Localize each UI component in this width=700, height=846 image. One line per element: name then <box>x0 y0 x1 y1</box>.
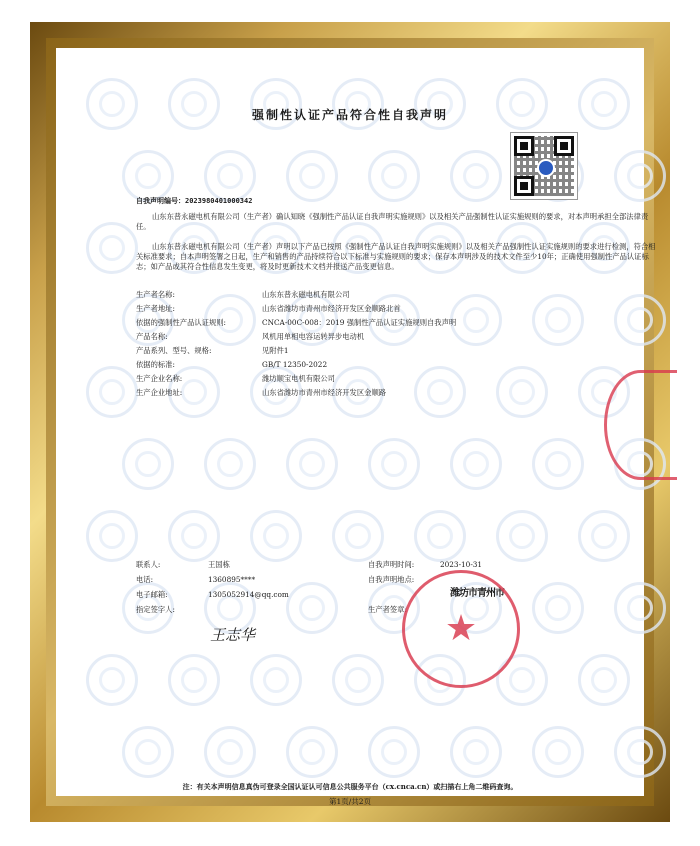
watermark-icon <box>614 150 666 202</box>
field-value: 见附件1 <box>262 346 289 355</box>
watermark-icon <box>168 654 220 706</box>
certificate-paper <box>56 48 656 806</box>
watermark-icon <box>204 438 256 490</box>
watermark-icon <box>496 510 548 562</box>
field-row <box>136 332 656 344</box>
watermark-icon <box>86 222 138 274</box>
watermark-icon <box>368 438 420 490</box>
watermark-icon <box>168 510 220 562</box>
watermark-icon <box>532 726 584 778</box>
field-row <box>136 374 656 386</box>
field-value: 山东省潍坊市青州市经济开发区金顺路北首 <box>262 304 401 313</box>
field-label: 产品名称: <box>136 332 168 341</box>
qr-finder-icon <box>554 136 574 156</box>
phone-value: 1360895**** <box>208 575 256 584</box>
watermark-icon <box>122 150 174 202</box>
field-label: 生产企业地址: <box>136 388 183 397</box>
footer-note: 注：有关本声明信息真伪可登录全国认证认可信息公共服务平台（cx.cnca.cn）或扫描右上角二维码查询。 <box>182 782 518 791</box>
contact-value: 王国栋 <box>208 560 230 569</box>
watermark-icon <box>286 150 338 202</box>
company-seal <box>402 570 520 688</box>
qr-finder-icon <box>514 136 534 156</box>
serial-label: 自我声明编号： <box>136 197 185 205</box>
field-label: 产品系列、型号、规格: <box>136 346 212 355</box>
paragraph-1: 山东东普永磁电机有限公司（生产者）确认知晓《强制性产品认证自我声明实施规则》以及相关产品强制性认证实施规则的要求，对本声明承担全部法律责任。 <box>136 212 649 231</box>
watermark-icon <box>250 654 302 706</box>
producer-seal-label: 生产者签章: <box>368 605 407 614</box>
watermark-icon <box>368 726 420 778</box>
qr-finder-icon <box>514 176 534 196</box>
star-icon: ★ <box>444 608 478 649</box>
field-value: 风机用单相电容运转异步电动机 <box>262 332 365 341</box>
watermark-icon <box>614 582 666 634</box>
edge-seal <box>604 370 677 480</box>
watermark-icon <box>368 150 420 202</box>
watermark-icon <box>532 438 584 490</box>
field-value: 山东东普永磁电机有限公司 <box>262 290 350 299</box>
watermark-icon <box>122 726 174 778</box>
watermark-icon <box>332 510 384 562</box>
gold-frame <box>30 22 670 822</box>
serial-line <box>136 196 252 206</box>
paragraph-2: 山东东普永磁电机有限公司（生产者）声明以下产品已按照《强制性产品认证自我声明实施规则》以及相关产品强制性认证实施规则的要求进行检测，符合相关标准要求；自本声明签署之日起，生产和销售的产品持续符合以下标准与实施规则的要求；保存本声明涉及的技术文件至少10年；正确使用强制性产品认证标志；如产品或其符合性信息发生变更，将及时更新技术文档并报送产品变更信息。 <box>136 242 656 271</box>
declaration-place-value: 潍坊市青州市 <box>450 588 504 599</box>
handwritten-signature: 王志华 <box>210 626 256 644</box>
field-row <box>136 304 656 316</box>
field-row <box>136 346 656 358</box>
field-value: CNCA-00C-008：2019 强制性产品认证实施规则自我声明 <box>262 318 457 327</box>
declaration-time-value: 2023-10-31 <box>440 560 483 569</box>
contact-label: 联系人: <box>136 560 161 569</box>
watermark-icon <box>204 726 256 778</box>
phone-label: 电话: <box>136 575 154 584</box>
field-label: 生产者名称: <box>136 290 175 299</box>
field-row <box>136 388 656 400</box>
watermark-icon <box>332 654 384 706</box>
watermark-icon <box>250 510 302 562</box>
watermark-icon <box>122 438 174 490</box>
field-label: 生产者地址: <box>136 304 175 313</box>
field-row <box>136 290 656 302</box>
watermark-icon <box>578 510 630 562</box>
field-value: 潍坊顺宝电机有限公司 <box>262 374 335 383</box>
watermark-icon <box>286 726 338 778</box>
watermark-icon <box>450 150 502 202</box>
watermark-icon <box>414 510 466 562</box>
watermark-icon <box>286 582 338 634</box>
field-label: 依据的强制性产品认证规则: <box>136 318 227 327</box>
field-label: 生产企业名称: <box>136 374 183 383</box>
watermark-icon <box>204 150 256 202</box>
frame-inner-border <box>46 38 654 806</box>
field-label: 依据的标准: <box>136 360 175 369</box>
serial-number: 2023980401000342 <box>185 197 253 205</box>
email-value: 1305052914@qq.com <box>208 590 289 599</box>
email-label: 电子邮箱: <box>136 590 168 599</box>
field-value: GB/T 12350-2022 <box>262 360 328 369</box>
signatory-label: 指定签字人: <box>136 605 175 614</box>
watermark-icon <box>286 438 338 490</box>
field-row <box>136 318 656 330</box>
document-title: 强制性认证产品符合性自我声明 <box>251 108 448 122</box>
watermark-icon <box>86 366 138 418</box>
ccc-logo-icon <box>537 159 555 177</box>
watermark-icon <box>578 654 630 706</box>
watermark-icon <box>86 654 138 706</box>
watermark-icon <box>450 726 502 778</box>
field-row <box>136 360 656 372</box>
watermark-icon <box>450 438 502 490</box>
watermark-icon <box>86 510 138 562</box>
watermark-icon <box>614 726 666 778</box>
watermark-icon <box>532 582 584 634</box>
declaration-time-label: 自我声明时间: <box>368 560 415 569</box>
declaration-place-label: 自我声明地点: <box>368 575 415 584</box>
field-value: 山东省潍坊市青州市经济开发区金顺路 <box>262 388 387 397</box>
qr-code[interactable] <box>510 132 578 200</box>
page-number: 第1页/共2页 <box>328 797 372 806</box>
